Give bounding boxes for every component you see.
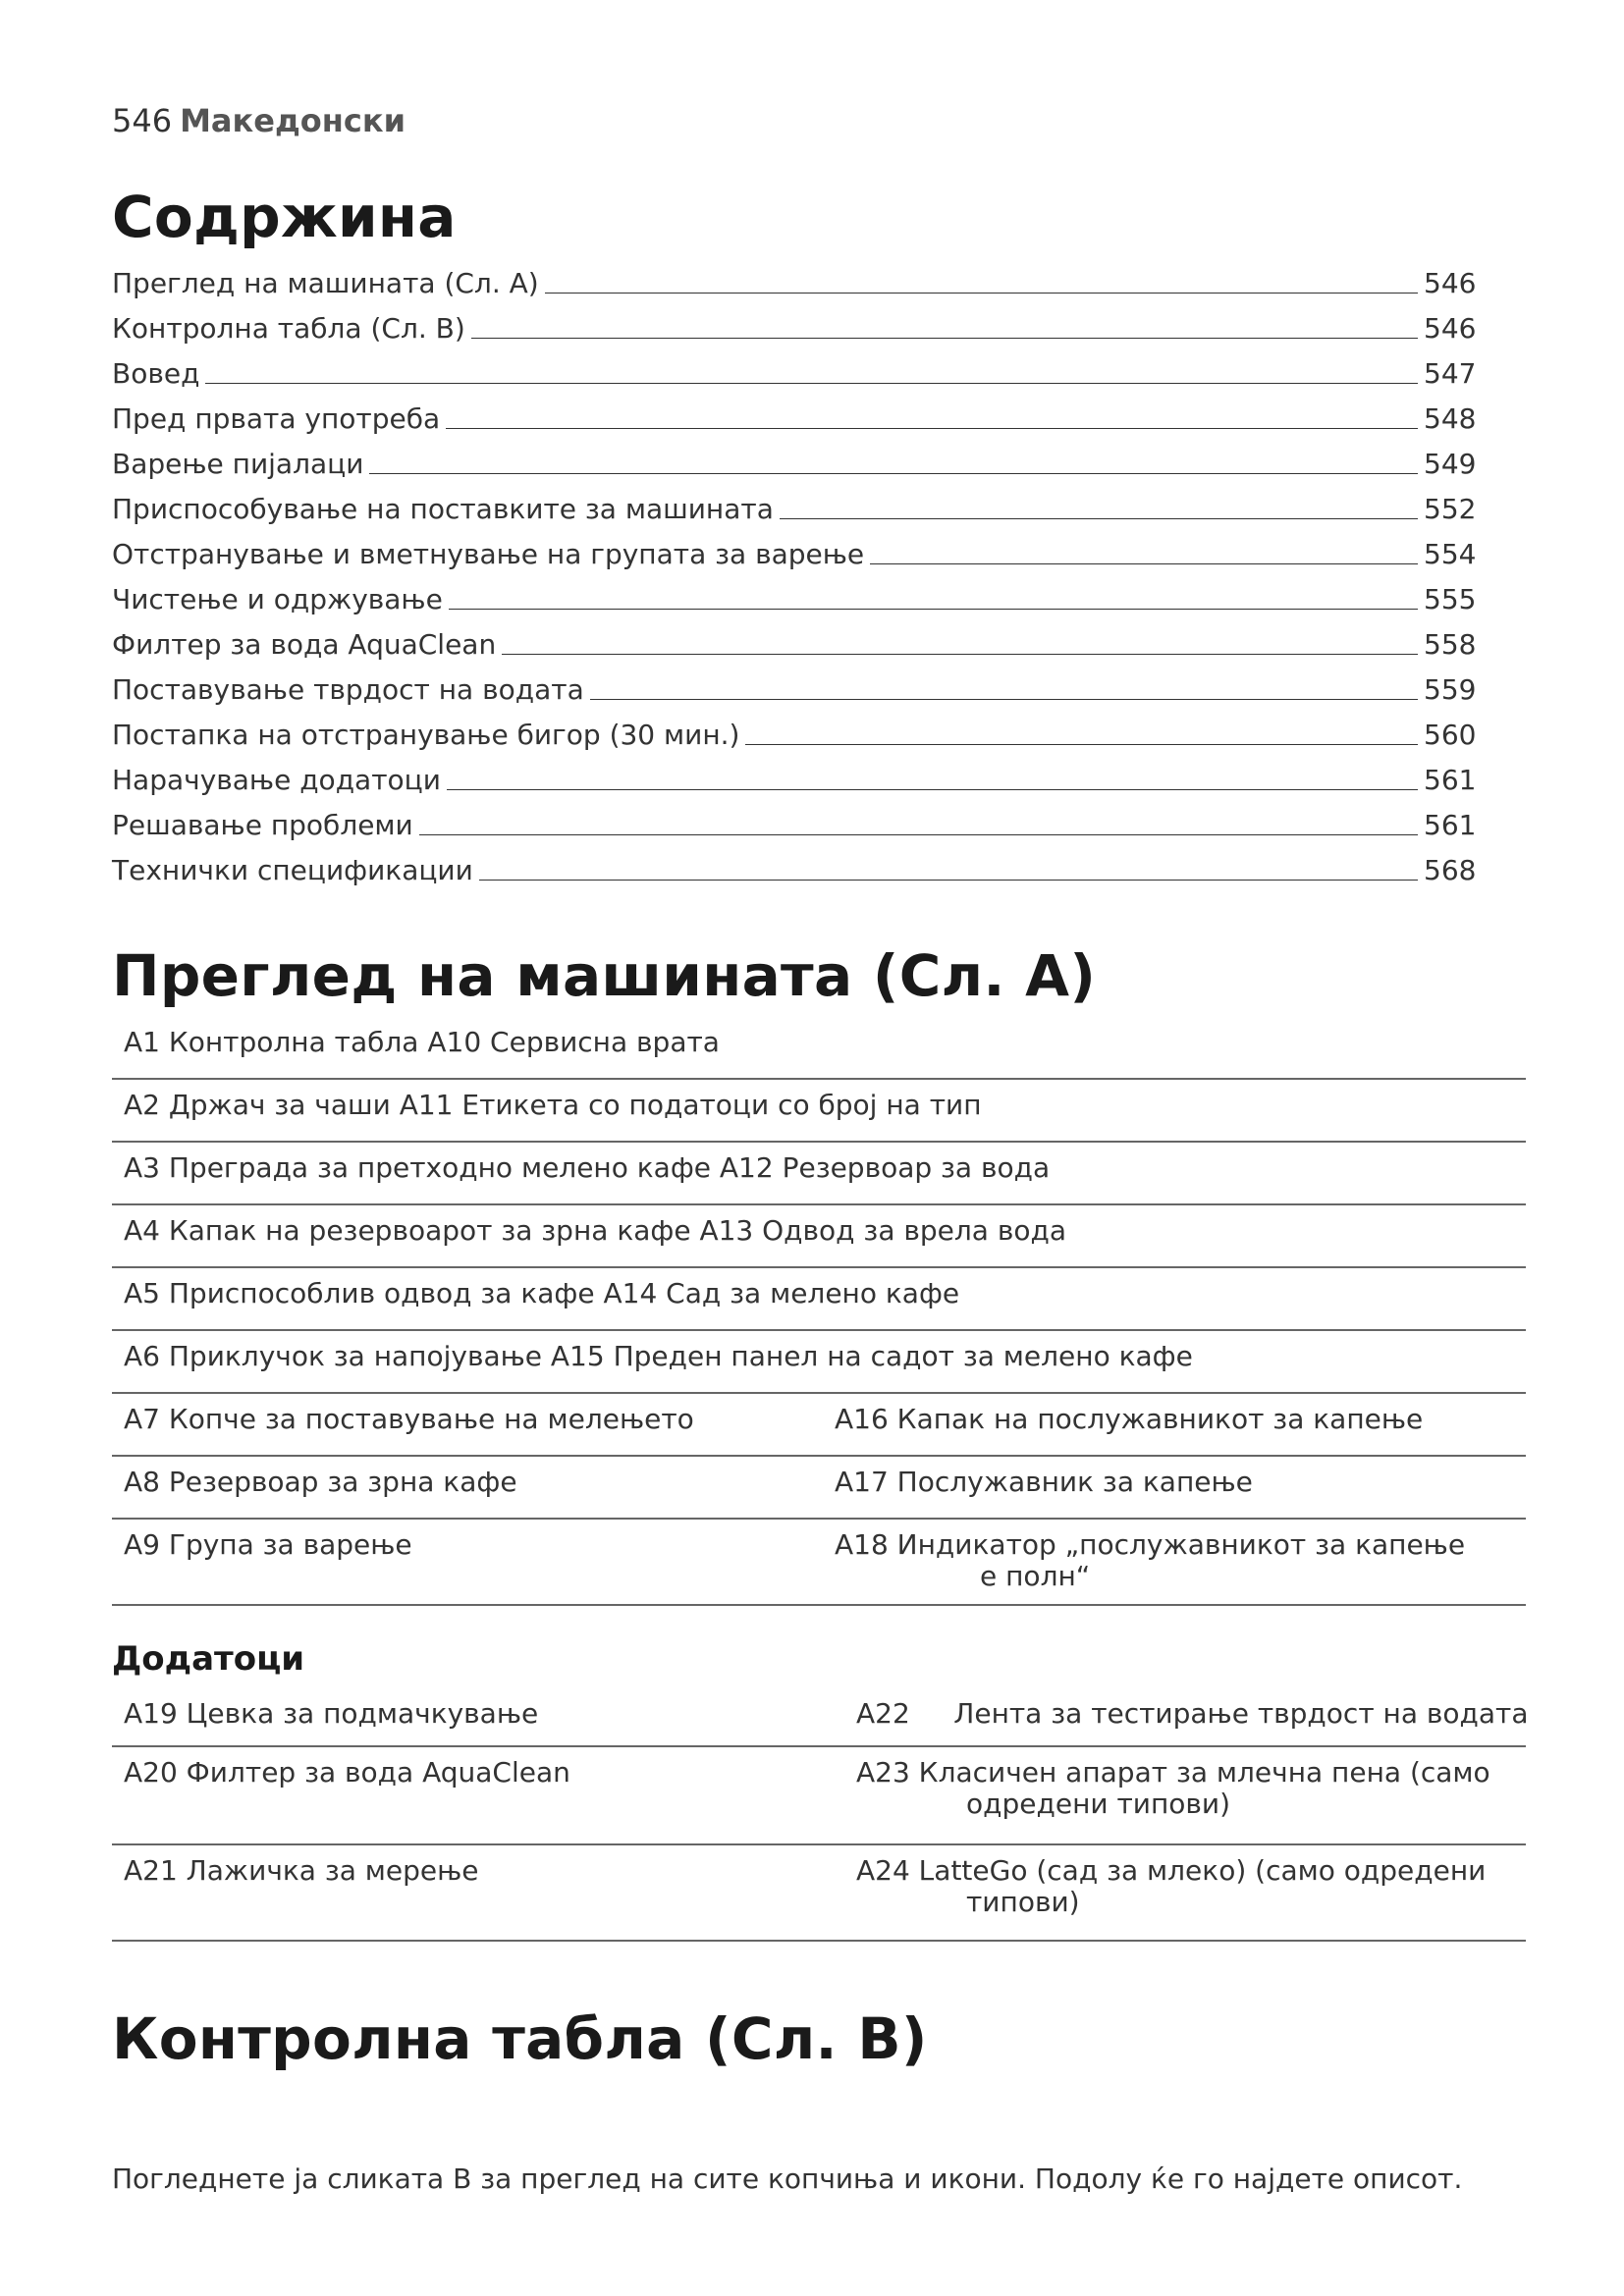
toc-entry	[112, 343, 1483, 388]
toc-entry-page: 555	[1424, 583, 1477, 615]
parts-row-right-line1: A24 LatteGo (сад за млеко) (само одредени	[856, 1854, 1487, 1887]
toc-entry-page: 546	[1424, 267, 1477, 299]
parts-row-right	[835, 1457, 1522, 1518]
control-panel-title: Контролна табла (Сл. B)	[112, 2005, 928, 2072]
parts-row-text: A6 Приклучок за напојување A15 Преден панел на садот за мелено кафе	[124, 1340, 1193, 1372]
parts-row-text: A2 Држач за чаши A11 Етикета со податоци со број на тип	[124, 1089, 982, 1121]
parts-row	[112, 1457, 1526, 1520]
toc-entry-page: 561	[1424, 764, 1477, 796]
parts-row	[112, 1205, 1526, 1268]
toc-entry	[112, 478, 1483, 523]
toc-dot-leader	[545, 293, 1418, 294]
toc-entry	[112, 297, 1483, 343]
parts-row-right-line1: A23 Класичен апарат за млечна пена (само	[856, 1756, 1490, 1789]
parts-row-right-line1: A22 Лента за тестирање тврдост на водата	[856, 1697, 1529, 1730]
toc-entry-title: Контролна табла (Сл. B)	[112, 312, 465, 345]
toc-entry-page: 547	[1424, 357, 1477, 390]
toc-entry-title: Отстранување и вметнување на групата за варење	[112, 538, 865, 570]
toc-entry-title: Филтер за вода AquaClean	[112, 628, 497, 661]
toc-entry-title: Приспособување на поставките за машината	[112, 493, 774, 525]
toc-entry-page: 548	[1424, 402, 1477, 435]
machine-overview-title: Преглед на машината (Сл. A)	[112, 942, 1097, 1009]
parts-row-right-line2: е полн“	[980, 1560, 1091, 1592]
toc-dot-leader	[447, 789, 1418, 790]
page-header	[112, 102, 406, 139]
accessories-title: Додатоци	[112, 1639, 305, 1679]
toc-entry-page: 546	[1424, 312, 1477, 345]
parts-row-right	[835, 1520, 1522, 1604]
toc-entry-page: 560	[1424, 719, 1477, 751]
parts-row	[112, 1017, 1526, 1080]
toc-dot-leader	[369, 473, 1418, 474]
toc-entry	[112, 252, 1483, 297]
parts-row-right-line2: одредени типови)	[966, 1788, 1231, 1820]
toc-entry	[112, 568, 1483, 614]
parts-row-left: A21 Лажичка за мерење	[124, 1854, 479, 1887]
toc-entry	[112, 433, 1483, 478]
toc-dot-leader	[471, 338, 1418, 339]
parts-row-text: A4 Капак на резервоарот за зрна кафе A13 Одвод за врела вода	[124, 1214, 1066, 1247]
toc-entry-title: Постапка на отстранување бигор (30 мин.)	[112, 719, 740, 751]
toc-entry	[112, 839, 1483, 884]
toc-entry	[112, 749, 1483, 794]
toc-entry-page: 561	[1424, 809, 1477, 841]
parts-row-text: A3 Преграда за претходно мелено кафе A12 Резервоар за вода	[124, 1151, 1051, 1184]
toc-entry-page: 558	[1424, 628, 1477, 661]
toc-entry	[112, 388, 1483, 433]
control-panel-intro: Погледнете ја сликата B за преглед на сите копчиња и икони. Подолу ќе го најдете описот.	[112, 2163, 1463, 2195]
parts-row-right-line1: A17 Послужавник за капење	[835, 1466, 1253, 1498]
parts-row	[112, 1143, 1526, 1205]
parts-row-right-line1: A18 Индикатор „послужавникот за капење	[835, 1528, 1466, 1561]
toc-entry-page: 554	[1424, 538, 1477, 570]
toc-dot-leader	[446, 428, 1418, 429]
parts-row-left: A9 Група за варење	[124, 1528, 412, 1561]
toc-dot-leader	[479, 880, 1418, 881]
toc-dot-leader	[419, 834, 1418, 835]
parts-row-left: A19 Цевка за подмачкување	[124, 1697, 539, 1730]
toc-entry-title: Вовед	[112, 357, 200, 390]
table-of-contents	[112, 252, 1483, 884]
parts-row-right	[856, 1747, 1524, 1843]
toc-entry-page: 549	[1424, 448, 1477, 480]
parts-row-left: A8 Резервоар за зрна кафе	[124, 1466, 517, 1498]
toc-entry	[112, 614, 1483, 659]
parts-row-text: A1 Контролна табла A10 Сервисна врата	[124, 1026, 720, 1058]
parts-row	[112, 1331, 1526, 1394]
toc-entry-title: Поставување тврдост на водата	[112, 673, 584, 706]
toc-entry-title: Решавање проблеми	[112, 809, 413, 841]
toc-dot-leader	[870, 563, 1418, 564]
toc-entry-page: 568	[1424, 854, 1477, 886]
language-label: Македонски	[180, 102, 406, 139]
toc-entry-title: Преглед на машината (Сл. A)	[112, 267, 539, 299]
parts-row-right	[835, 1394, 1522, 1455]
parts-row-left: A7 Копче за поставување на мелењето	[124, 1403, 694, 1435]
parts-row-right-line2: типови)	[966, 1886, 1080, 1918]
toc-entry	[112, 704, 1483, 749]
toc-dot-leader	[502, 654, 1418, 655]
toc-entry	[112, 523, 1483, 568]
toc-entry	[112, 659, 1483, 704]
toc-dot-leader	[780, 518, 1418, 519]
toc-dot-leader	[590, 699, 1418, 700]
parts-row	[112, 1747, 1526, 1845]
toc-entry	[112, 794, 1483, 839]
toc-dot-leader	[745, 744, 1418, 745]
parts-row-right	[856, 1845, 1524, 1940]
toc-entry-title: Чистење и одржување	[112, 583, 443, 615]
parts-row	[112, 1520, 1526, 1606]
parts-row	[112, 1845, 1526, 1942]
parts-row	[112, 1394, 1526, 1457]
parts-row-right	[856, 1688, 1529, 1745]
parts-row	[112, 1268, 1526, 1331]
toc-entry-title: Варење пијалаци	[112, 448, 364, 480]
toc-entry-title: Технички спецификации	[112, 854, 473, 886]
toc-entry-title: Пред првата употреба	[112, 402, 441, 435]
toc-entry-page: 559	[1424, 673, 1477, 706]
parts-row-left: A20 Филтер за вода AquaClean	[124, 1756, 570, 1789]
toc-dot-leader	[205, 383, 1418, 384]
parts-row-right-line1: A16 Капак на послужавникот за капење	[835, 1403, 1424, 1435]
page-number: 546	[112, 102, 173, 139]
toc-title: Содржина	[112, 184, 457, 250]
parts-row-text: A5 Приспособлив одвод за кафе A14 Сад за мелено кафе	[124, 1277, 960, 1309]
toc-entry-page: 552	[1424, 493, 1477, 525]
toc-dot-leader	[449, 609, 1418, 610]
toc-entry-title: Нарачување додатоци	[112, 764, 441, 796]
parts-row	[112, 1688, 1529, 1747]
parts-row	[112, 1080, 1526, 1143]
accessories-table	[112, 1688, 1529, 1942]
machine-overview-table	[112, 1017, 1526, 1606]
